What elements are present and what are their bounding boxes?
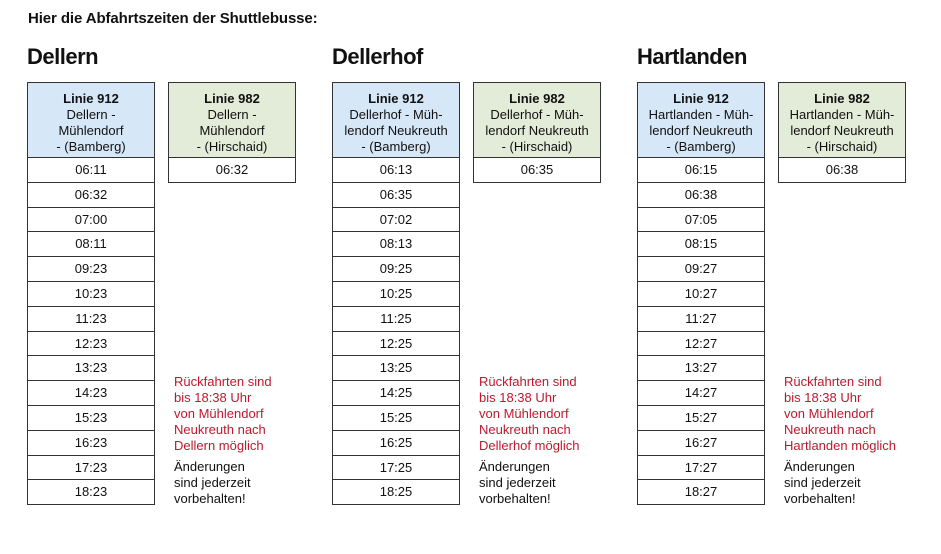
departure-time: 06:32 <box>27 183 155 208</box>
line-label: Linie 912 <box>368 91 424 106</box>
departure-time: 12:27 <box>637 332 765 357</box>
line-header <box>168 82 296 158</box>
departure-time: 12:25 <box>332 332 460 357</box>
location-title: Dellerhof <box>332 44 423 69</box>
departure-time: 18:25 <box>332 480 460 505</box>
departure-time: 15:27 <box>637 406 765 431</box>
line-label: Linie 982 <box>204 91 260 106</box>
route-label: Dellerhof - Müh- lendorf Neukreuth - (Hirschaid) <box>485 107 589 154</box>
line-header <box>27 82 155 158</box>
departure-time: 13:27 <box>637 356 765 381</box>
page-intro: Hier die Abfahrtszeiten der Shuttlebusse: <box>28 10 318 27</box>
line-header <box>332 82 460 158</box>
departure-time: 11:27 <box>637 307 765 332</box>
departure-time: 18:27 <box>637 480 765 505</box>
change-note: Änderungen sind jederzeit vorbehalten! <box>784 459 861 506</box>
line-header <box>637 82 765 158</box>
departure-time: 17:27 <box>637 456 765 481</box>
location-title: Hartlanden <box>637 44 747 69</box>
change-note: Änderungen sind jederzeit vorbehalten! <box>479 459 556 506</box>
notes <box>174 374 299 507</box>
departure-time: 09:23 <box>27 257 155 282</box>
departure-time: 08:13 <box>332 232 460 257</box>
line-label: Linie 982 <box>509 91 565 106</box>
departure-time: 17:23 <box>27 456 155 481</box>
line-label: Linie 912 <box>63 91 119 106</box>
departure-time: 10:25 <box>332 282 460 307</box>
notes <box>479 374 604 507</box>
route-label: Dellern - Mühlendorf - (Bamberg) <box>56 107 126 154</box>
departure-time: 14:23 <box>27 381 155 406</box>
departure-time: 06:15 <box>637 158 765 183</box>
departure-time: 06:38 <box>778 158 906 183</box>
departure-time: 06:13 <box>332 158 460 183</box>
timetable-line-912 <box>27 82 155 505</box>
timetable-line-912 <box>637 82 765 505</box>
departure-time: 16:23 <box>27 431 155 456</box>
departure-time: 13:25 <box>332 356 460 381</box>
departure-time: 15:23 <box>27 406 155 431</box>
timetable-line-982 <box>168 82 296 183</box>
timetable-line-912 <box>332 82 460 505</box>
departure-time: 16:27 <box>637 431 765 456</box>
route-label: Hartlanden - Müh- lendorf Neukreuth - (Bamberg) <box>648 107 754 154</box>
departure-time: 14:25 <box>332 381 460 406</box>
line-label: Linie 982 <box>814 91 870 106</box>
departure-time: 11:23 <box>27 307 155 332</box>
return-trip-note: Rückfahrten sind bis 18:38 Uhr von Mühlendorf Neukreuth nach Hartlanden möglich <box>784 374 897 453</box>
departure-time: 09:27 <box>637 257 765 282</box>
departure-time: 09:25 <box>332 257 460 282</box>
departure-time: 08:15 <box>637 232 765 257</box>
departure-time: 06:11 <box>27 158 155 183</box>
timetable-line-982 <box>778 82 906 183</box>
departure-time: 13:23 <box>27 356 155 381</box>
departure-time: 10:27 <box>637 282 765 307</box>
line-header <box>473 82 601 158</box>
line-label: Linie 912 <box>673 91 729 106</box>
departure-time: 17:25 <box>332 456 460 481</box>
change-note: Änderungen sind jederzeit vorbehalten! <box>174 459 251 506</box>
departure-time: 08:11 <box>27 232 155 257</box>
return-trip-note: Rückfahrten sind bis 18:38 Uhr von Mühlendorf Neukreuth nach Dellerhof möglich <box>479 374 580 453</box>
departure-time: 06:35 <box>332 183 460 208</box>
departure-time: 06:35 <box>473 158 601 183</box>
departure-time: 12:23 <box>27 332 155 357</box>
departure-time: 18:23 <box>27 480 155 505</box>
return-trip-note: Rückfahrten sind bis 18:38 Uhr von Mühlendorf Neukreuth nach Dellern möglich <box>174 374 272 453</box>
location-dellern <box>27 44 317 544</box>
location-dellerhof <box>332 44 622 544</box>
departure-time: 14:27 <box>637 381 765 406</box>
departure-time: 10:23 <box>27 282 155 307</box>
departure-time: 07:05 <box>637 208 765 233</box>
route-label: Hartlanden - Müh- lendorf Neukreuth - (Hirschaid) <box>789 107 895 154</box>
departure-time: 07:02 <box>332 208 460 233</box>
departure-time: 15:25 <box>332 406 460 431</box>
location-hartlanden <box>637 44 927 544</box>
departure-time: 06:38 <box>637 183 765 208</box>
route-label: Dellern - Mühlendorf - (Hirschaid) <box>196 107 268 154</box>
departure-time: 07:00 <box>27 208 155 233</box>
notes <box>784 374 909 507</box>
line-header <box>778 82 906 158</box>
route-label: Dellerhof - Müh- lendorf Neukreuth - (Bamberg) <box>344 107 448 154</box>
departure-time: 16:25 <box>332 431 460 456</box>
location-title: Dellern <box>27 44 99 69</box>
timetable-line-982 <box>473 82 601 183</box>
departure-time: 06:32 <box>168 158 296 183</box>
departure-time: 11:25 <box>332 307 460 332</box>
